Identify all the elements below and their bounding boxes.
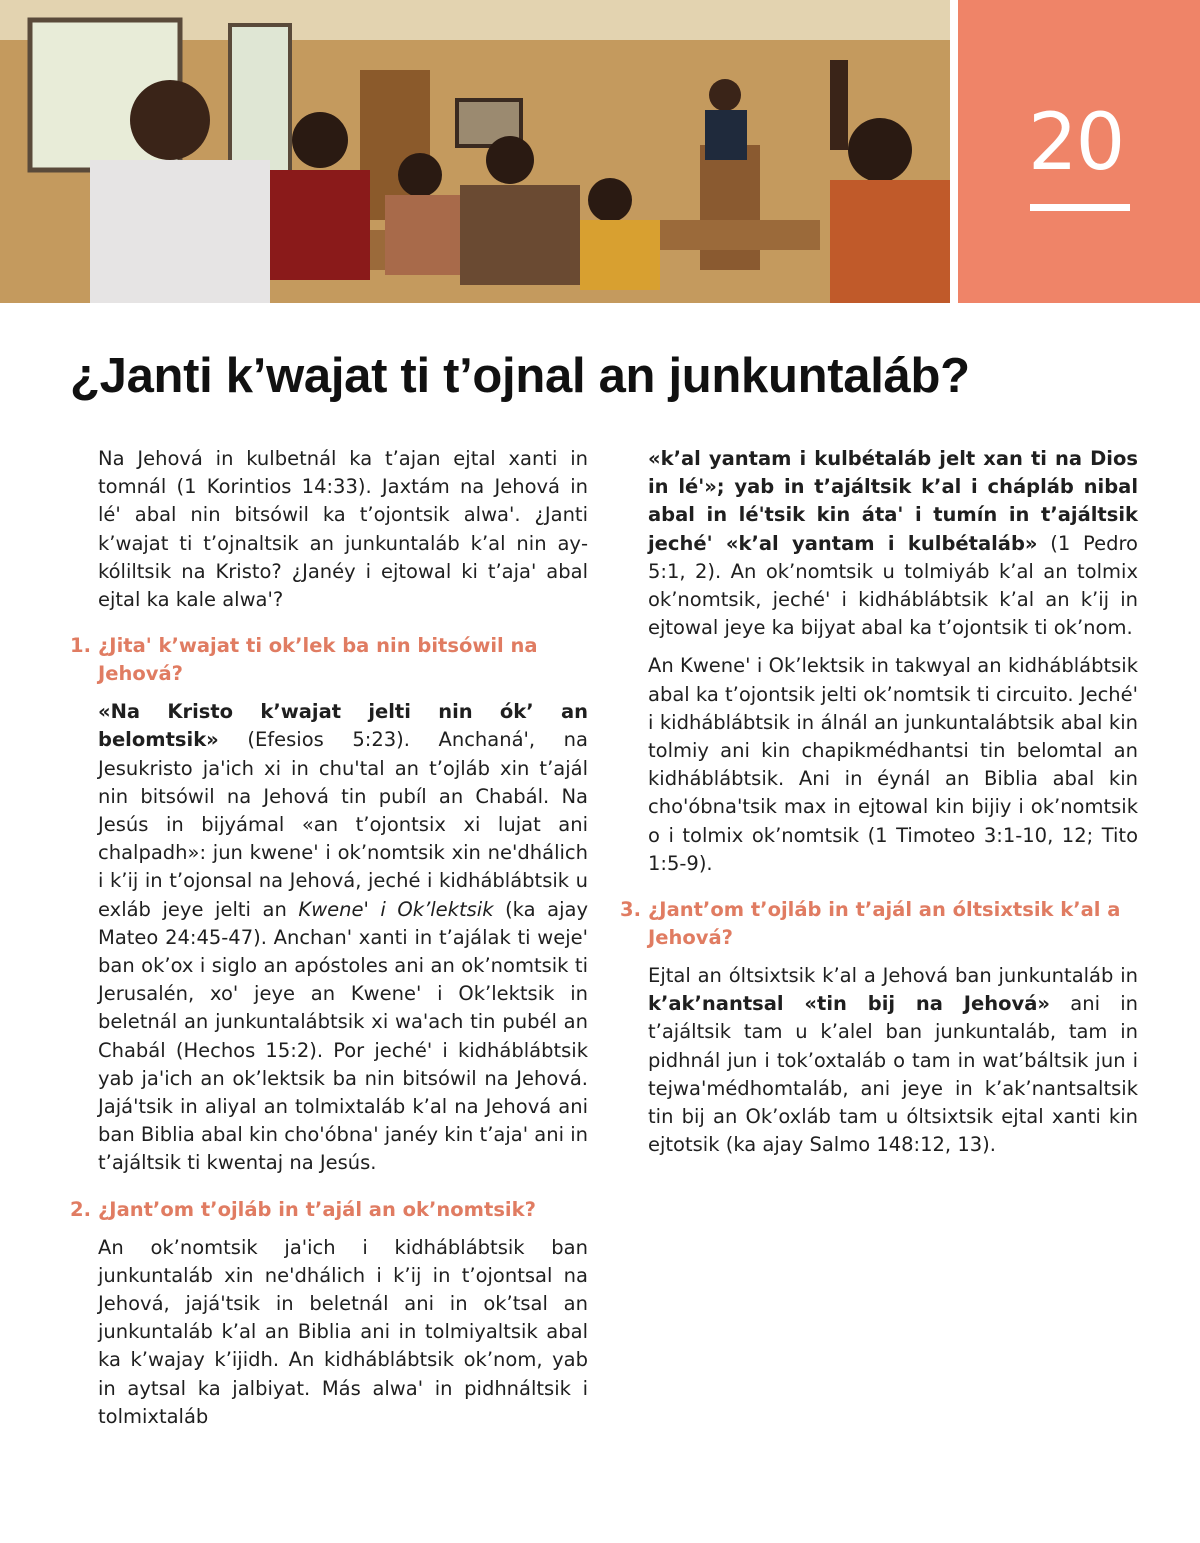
person xyxy=(292,112,348,168)
person-kente xyxy=(580,220,660,290)
hero-illustration xyxy=(0,0,950,303)
speaker-head xyxy=(709,79,741,111)
window-side xyxy=(230,25,290,175)
emphasis-text: k’ak’nantsal «tin bij na Jehová» xyxy=(648,992,1051,1016)
emphasis-text: «k’al yantam i kulbétaláb jelt xan ti na Dios in lé'»; yab in t’ajáltsik k’al i chápláb nibal abal in lé'tsik kin áta' i tumín in t’ajáltsik jeché' «k’al yantam i kulbétaláb» xyxy=(648,447,1138,555)
question-text: ¿Jant’om t’ojláb in t’ajál an óltsixtsik k’al a Jehová? xyxy=(648,898,1121,950)
hero-photo-congregation-meeting xyxy=(0,0,950,303)
section-2-paragraph-continued xyxy=(648,445,1138,642)
podium xyxy=(700,145,760,270)
section-3-paragraph xyxy=(648,962,1138,1159)
person xyxy=(398,153,442,197)
raised-arm xyxy=(830,60,848,150)
question-text: ¿Jant’om t’ojláb in t’ajál an ok’nomtsik? xyxy=(98,1197,536,1221)
person-raising-hand xyxy=(848,118,912,182)
question-number: 2. xyxy=(70,1197,91,1221)
question-text: ¿Jita' k’wajat ti ok’lek ba nin bitsówil na Jehová? xyxy=(98,634,538,686)
section-2-paragraph-start: An ok’nomtsik ja'ich i kidháblábtsik ban junkuntaláb xin ne'dhálich i k’ij in t’ojontsal na Jehová, jajá'tsik in beletnál ani in ok’tsal an junkuntaláb k’al an Biblia ani in tolmiyaltsik abal ka k’wajay k’ijidh. An kidháblábtsik ok’nom, yab in aytsal ka jalbiyat. Más alwa' in pidhnáltsik i tolmixtaláb xyxy=(98,1235,588,1428)
speaker-suit xyxy=(705,110,747,160)
person-dress xyxy=(270,170,370,280)
person-shirt xyxy=(90,160,270,303)
emphasis-text: «Na Kristo k’wajat jelti nin ók’ an belomtsik» xyxy=(98,700,588,752)
person xyxy=(588,178,632,222)
person-jacket xyxy=(460,185,580,285)
person-foreground xyxy=(130,80,210,160)
paragraph-text: (Efesios 5:23). Anchaná', na Jesukristo ja'ich xi in chu'tal an t’ojláb xin t’ajál nin bitsówil na Jehová tin pubíl an Chabál. Na Jesús in bijyámal «an t’ojontsix xi lujat ani chalpadh»: jun kwene' i ok’nomtsik xin ne'dhálich i k’ij in t’ojonsal na Jehová, jeché i kidháblábtsik u exláb jeye jelti an xyxy=(98,728,588,921)
paragraph-text: (ka ajay Mateo 24:45-47). Anchan' xanti in t’ajálak ti weje' ban ok’ox i siglo an apóstoles ani an ok’nomtsik ti Jerusalén, xo' jeye an Kwene' i Ok’lektsik in beletnál an junkuntalábtsik xi wa'ach tin pubél an Chabál (Hechos 15:2). Por jeché' i kidháblábtsik yab ja'ich an ok’lektsik ba nin bitsówil na Jehová. Jajá'tsik in aliyal an tolmixtaláb k’al na Jehová ani ban Biblia abal kin cho'óbna' janéy kin t’aja' ani in t’ajáltsik ti kwentaj na Jesús. xyxy=(98,897,589,1175)
question-number: 3. xyxy=(620,898,641,922)
question-1 xyxy=(70,632,588,688)
person-top xyxy=(385,195,465,275)
column-right xyxy=(620,445,1139,1169)
column-left xyxy=(70,445,589,1441)
question-number: 1. xyxy=(70,634,91,658)
intro-paragraph: Na Jehová in kulbetnál ka t’ajan ejtal xanti in tomnál (1 Korintios 14:33). Jaxtám na Jehová in lé' abal nin bitsówil ka t’ojontsik alwa'. ¿Janti k’wajat ti t’ojnaltsik an junkuntaláb k’al nin aykóliltsik na Kristo? ¿Janéy i ejtowal ki t’aja' abal ejtal ka kale alwa'? xyxy=(98,447,588,612)
question-3 xyxy=(620,896,1138,952)
lesson-number-box xyxy=(958,0,1200,303)
paragraph-text: Ejtal an óltsixtsik k’al a Jehová ban junkuntaláb in xyxy=(648,964,1138,988)
person xyxy=(486,136,534,184)
paragraph-text: ani in t’ajáltsik tam u k’alel ban junkuntaláb, tam in pidhnál jun i tok’oxtaláb o tam in wat’báltsik jun i tejwa'médhomtaláb, ani jeye in k’ak’nantsaltsik tin bij an Ok’oxláb tam u óltsixtsik ejtal xanti kin ejtotsik (ka ajay Salmo 148:12, 13). xyxy=(648,992,1138,1157)
page-title: ¿Janti k’wajat ti t’ojnal an junkuntaláb? xyxy=(70,349,970,403)
section-2-paragraph-2: An Kwene' i Ok’lektsik in takwyal an kidháblábtsik abal ka t’ojontsik jelti ok’nomtsik ti circuito. Jeché' i kidháblábtsik in álnál an junkuntalábtsik abal kin tolmiy ani kin chapikmédhantsi tin belomtal an kidháblábtsik. Ani in éynál an Biblia abal kin cho'óbna'tsik max in ejtowal kin bijiy i ok’nomtsik o i tolmix ok’nomtsik (1 Timoteo 3:1-10, 12; Tito 1:5-9). xyxy=(648,654,1139,875)
lesson-number: 20 xyxy=(1028,98,1124,188)
question-2 xyxy=(70,1196,588,1224)
person-dress-2 xyxy=(830,180,950,303)
lesson-number-rule xyxy=(1030,204,1130,211)
italic-term: Kwene' i Ok’lektsik xyxy=(298,897,494,921)
section-1-paragraph xyxy=(98,698,588,1177)
paragraph-text: (1 Pedro 5:1, 2). An ok’nomtsik u tolmiyáb k’al an tolmix ok’nomtsik, jeché' i kidháblábtsik k’al an k’ij in ejtowal jeye ka bijyat abal ka t’ojontsik ti ok’nom. xyxy=(648,531,1138,640)
